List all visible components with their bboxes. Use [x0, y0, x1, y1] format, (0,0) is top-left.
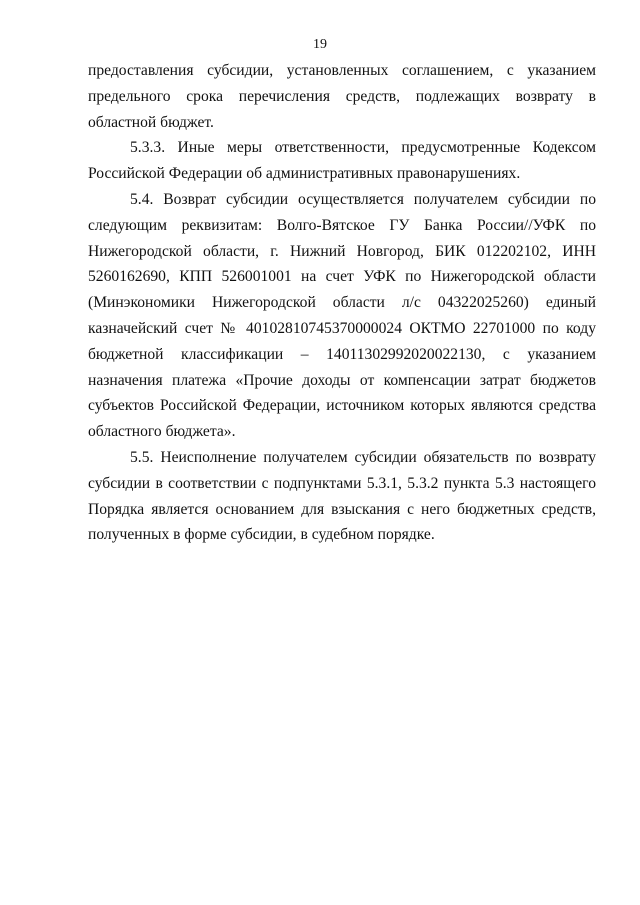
- paragraph-5-3-3: 5.3.3. Иные меры ответственности, предусмотренные Кодексом Российской Федерации об административных правонарушениях.: [88, 139, 596, 183]
- document-body: [88, 58, 596, 548]
- page-number: 19: [313, 37, 327, 52]
- paragraph-5-4: 5.4. Возврат субсидии осуществляется получателем субсидии по следующим реквизитам: Волго-Вятское ГУ Банка России//УФК по Нижегородской области, г. Нижний Новгород, БИК 012202102, ИНН 5260162690, КПП 526001001 на счет УФК по Нижегородской области (Минэкономики Нижегородской области л/с 04322025260) единый казначейский счет № 40102810745370000024 ОКТМО 22701000 по коду бюджетной классификации – 14011302992020022130, с указанием назначения платежа «Прочие доходы от компенсации затрат бюджетов субъектов Российской Федерации, источником которых являются средства областного бюджета».: [88, 190, 596, 441]
- paragraph-continuation: предоставления субсидии, установленных соглашением, с указанием предельного срока перечисления средств, подлежащих возврату в областной бюджет.: [88, 62, 596, 131]
- paragraph-5-5: 5.5. Неисполнение получателем субсидии обязательств по возврату субсидии в соответствии с подпунктами 5.3.1, 5.3.2 пункта 5.3 настоящего Порядка является основанием для взыскания с него бюджетных средств, полученных в форме субсидии, в судебном порядке.: [88, 448, 596, 544]
